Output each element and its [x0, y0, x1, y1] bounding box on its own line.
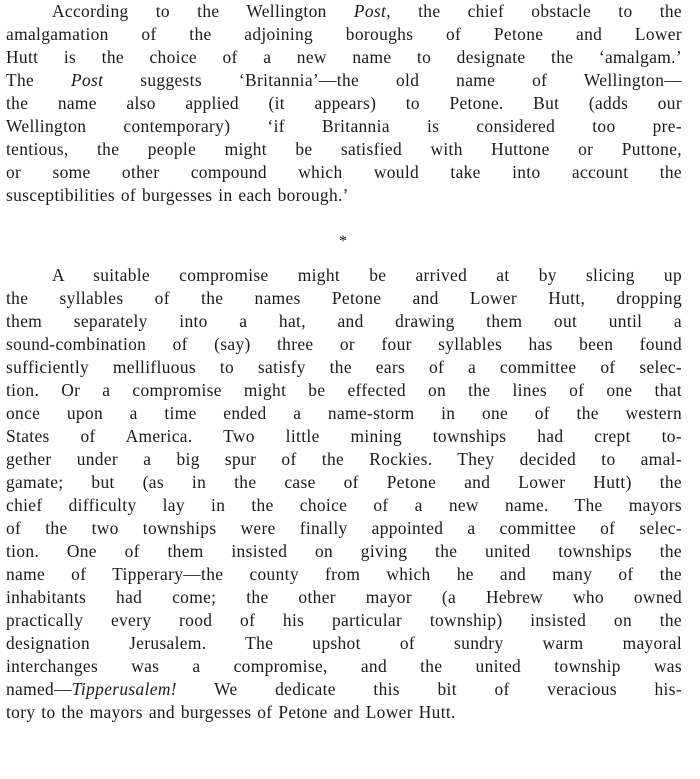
- text-line: tion. Or a compromise might be effected on the lines of one that: [6, 380, 682, 400]
- text-line: the name also applied (it appears) to Petone. But (adds our: [6, 93, 682, 113]
- text-line: According to the Wellington Post, the chief obstacle to the: [52, 1, 683, 21]
- text-line: gether under a big spur of the Rockies. They decided to amal-: [6, 449, 682, 469]
- text-line: of the two townships were finally appointed a committee of selec-: [6, 518, 682, 538]
- text-line: named—Tipperusalem! We dedicate this bit of veracious his-: [6, 679, 682, 699]
- text-line: chief difficulty lay in the choice of a new name. The mayors: [6, 495, 682, 515]
- text-line: gamate; but (as in the case of Petone and Lower Hutt) the: [6, 472, 682, 492]
- text-line: tory to the mayors and burgesses of Petone and Lower Hutt.: [6, 702, 456, 722]
- text-line: sufficiently mellifluous to satisfy the ears of a committee of selec-: [6, 357, 682, 377]
- text-line: Wellington contemporary) ‘if Britannia is considered too pre-: [6, 116, 682, 136]
- text-line: designation Jerusalem. The upshot of sundry warm mayoral: [6, 633, 682, 653]
- text-line: once upon a time ended a name-storm in one of the western: [6, 403, 682, 423]
- text-line: Hutt is the choice of a new name to designate the ‘amalgam.’: [6, 47, 682, 67]
- text-line: sound-combination of (say) three or four syllables has been found: [6, 334, 682, 354]
- text-line: interchanges was a compromise, and the united township was: [6, 656, 682, 676]
- text-line: tentious, the people might be satisfied with Huttone or Puttone,: [6, 139, 682, 159]
- text-line: the syllables of the names Petone and Lower Hutt, dropping: [6, 288, 682, 308]
- text-line: or some other compound which would take into account the: [6, 162, 682, 182]
- text-line: States of America. Two little mining townships had crept to-: [6, 426, 682, 446]
- text-line: name of Tipperary—the county from which he and many of the: [6, 564, 682, 584]
- text-line: susceptibilities of burgesses in each borough.’: [6, 185, 349, 205]
- text-line: them separately into a hat, and drawing them out until a: [6, 311, 682, 331]
- text-line: inhabitants had come; the other mayor (a Hebrew who owned: [6, 587, 682, 607]
- text-line: tion. One of them insisted on giving the united townships the: [6, 541, 682, 561]
- text-line: practically every rood of his particular township) insisted on the: [6, 610, 682, 630]
- text-line: amalgamation of the adjoining boroughs of Petone and Lower: [6, 24, 682, 44]
- section-separator: *: [339, 233, 351, 250]
- text-line: The Post suggests ‘Britannia’—the old name of Wellington—: [6, 70, 682, 90]
- text-line: A suitable compromise might be arrived at by slicing up: [52, 265, 682, 285]
